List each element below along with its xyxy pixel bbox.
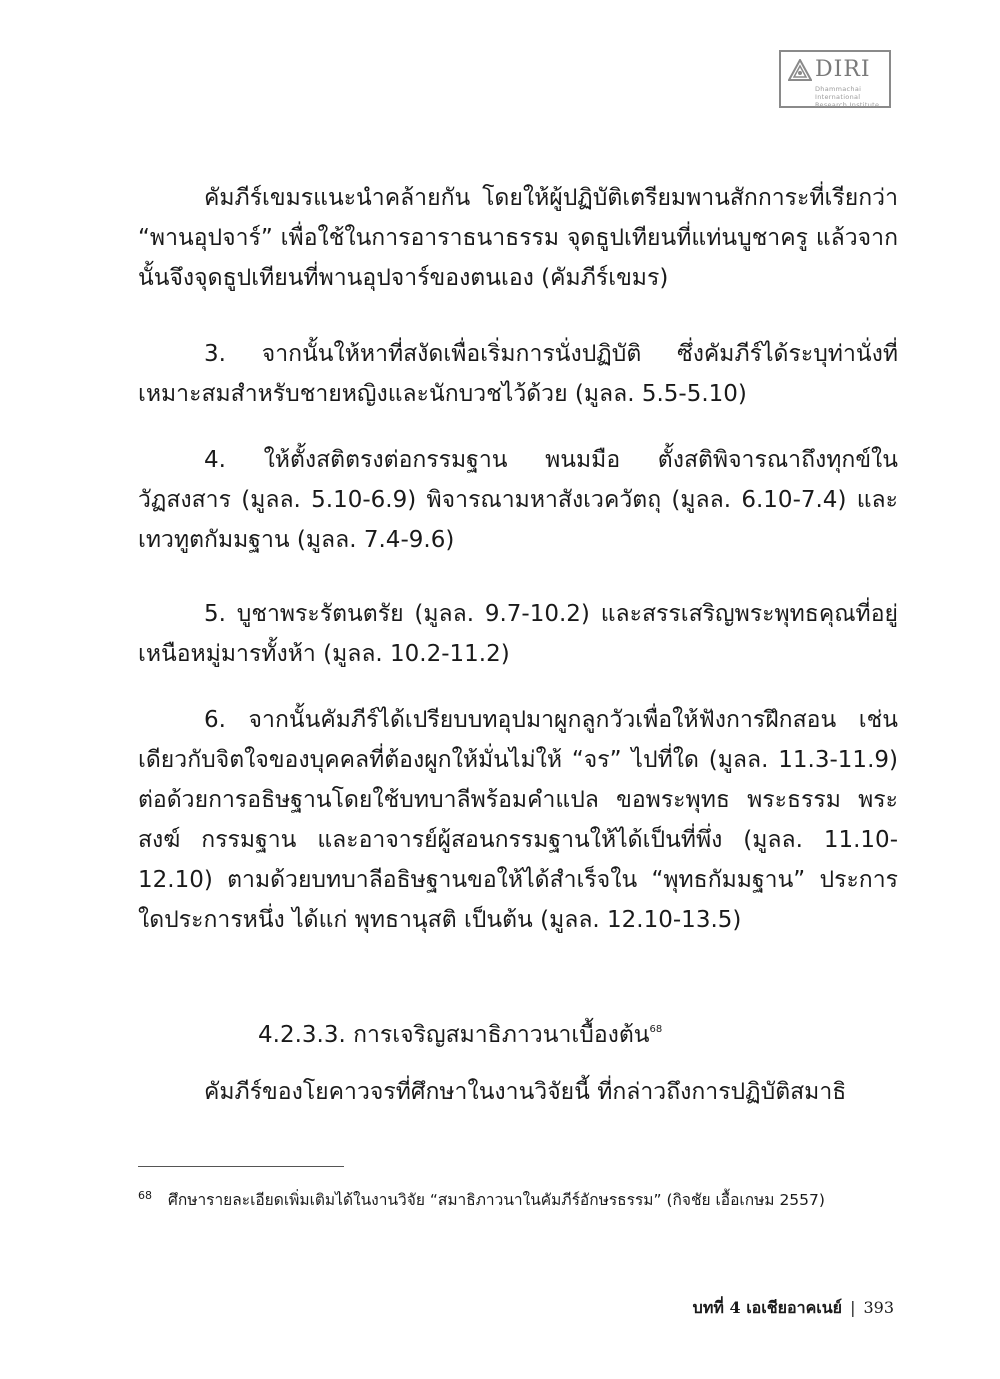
- logo-subtitle: [815, 85, 889, 109]
- footer-separator: |: [850, 1298, 856, 1317]
- paragraph-yogavacara: คัมภีร์ของโยคาวจรที่ศึกษาในงานวิจัยนี้ ที่กล่าวถึงการปฏิบัติสมาธิ: [204, 1079, 847, 1105]
- footnote-number: 68: [138, 1189, 152, 1202]
- logo-subtitle-line1: Dhammachai International: [815, 85, 862, 101]
- paragraph-khmer-text: คัมภีร์เขมรแนะนำคล้ายกัน โดยให้ผู้ปฏิบัติเตรียมพานสักการะที่เรียกว่า “พานอุปจาร์” เพื่อใช้ในการอาราธนาธรรม จุดธูปเทียนที่แท่นบูชาครู แล้วจากนั้นจึงจุดธูปเทียนที่พานอุปจาร์ของตนเอง (คัมภีร์เขมร): [138, 185, 898, 291]
- page-number: 393: [863, 1298, 894, 1317]
- footnote: [138, 1185, 898, 1211]
- diri-logo: [779, 50, 891, 108]
- running-footer: [693, 1296, 894, 1321]
- chapter-title: บทที่ 4 เอเชียอาคเนย์: [692, 1298, 843, 1317]
- paragraph-step-6: 6. จากนั้นคัมภีร์ได้เปรียบบทอุปมาผูกลูกวัวเพื่อให้ฟังการฝึกสอน เช่นเดียวกับจิตใจของบุคคลที่ต้องผูกให้มั่นไม่ให้ “จร” ไปที่ใด (มูลล. 11.3-11.9) ต่อด้วยการอธิษฐานโดยใช้บทบาลีพร้อมคำแปล ขอพระพุทธ พระธรรม พระสงฆ์ กรรมฐาน และอาจารย์ผู้สอนกรรมฐานให้ได้เป็นที่พึ่ง (มูลล. 11.10-12.10) ตามด้วยบทบาลีอธิษฐานขอให้ได้สำเร็จใน “พุทธกัมมฐาน” ประการใดประการหนึ่ง ได้แก่ พุทธานุสติ เป็นต้น (มูลล. 12.10-13.5): [138, 707, 898, 933]
- logo-subtitle-line2: Research Institute: [815, 101, 880, 109]
- paragraph-step-3: 3. จากนั้นให้หาที่สงัดเพื่อเริ่มการนั่งปฏิบัติ ซึ่งคัมภีร์ได้ระบุท่านั่งที่เหมาะสมสำหรับชายหญิงและนักบวชไว้ด้วย (มูลล. 5.5-5.10): [138, 341, 898, 407]
- logo-name: DIRI: [815, 57, 871, 82]
- paragraph-step-4: 4. ให้ตั้งสติตรงต่อกรรมฐาน พนมมือ ตั้งสติพิจารณาถึงทุกข์ในวัฏสงสาร (มูลล. 5.10-6.9) พิจารณามหาสังเวควัตถุ (มูลล. 6.10-7.4) และเทวทูตกัมมฐาน (มูลล. 7.4-9.6): [138, 447, 898, 553]
- paragraph-step-5: 5. บูชาพระรัตนตรัย (มูลล. 9.7-10.2) และสรรเสริญพระพุทธคุณที่อยู่เหนือหมู่มารทั้งห้า (มูลล. 10.2-11.2): [138, 601, 898, 667]
- footnote-reference: 68: [649, 1024, 663, 1035]
- triangle-logo-icon: [788, 59, 812, 81]
- footnote-divider: [138, 1166, 344, 1167]
- footnote-text: ศึกษารายละเอียดเพิ่มเติมได้ในงานวิจัย “สมาธิภาวนาในคัมภีร์อักษรธรรม” (กิจชัย เอื้อเกษม 2557): [168, 1191, 825, 1209]
- section-heading: [258, 1010, 662, 1055]
- section-heading-text: 4.2.3.3. การเจริญสมาธิภาวนาเบื้องต้น: [258, 1022, 650, 1048]
